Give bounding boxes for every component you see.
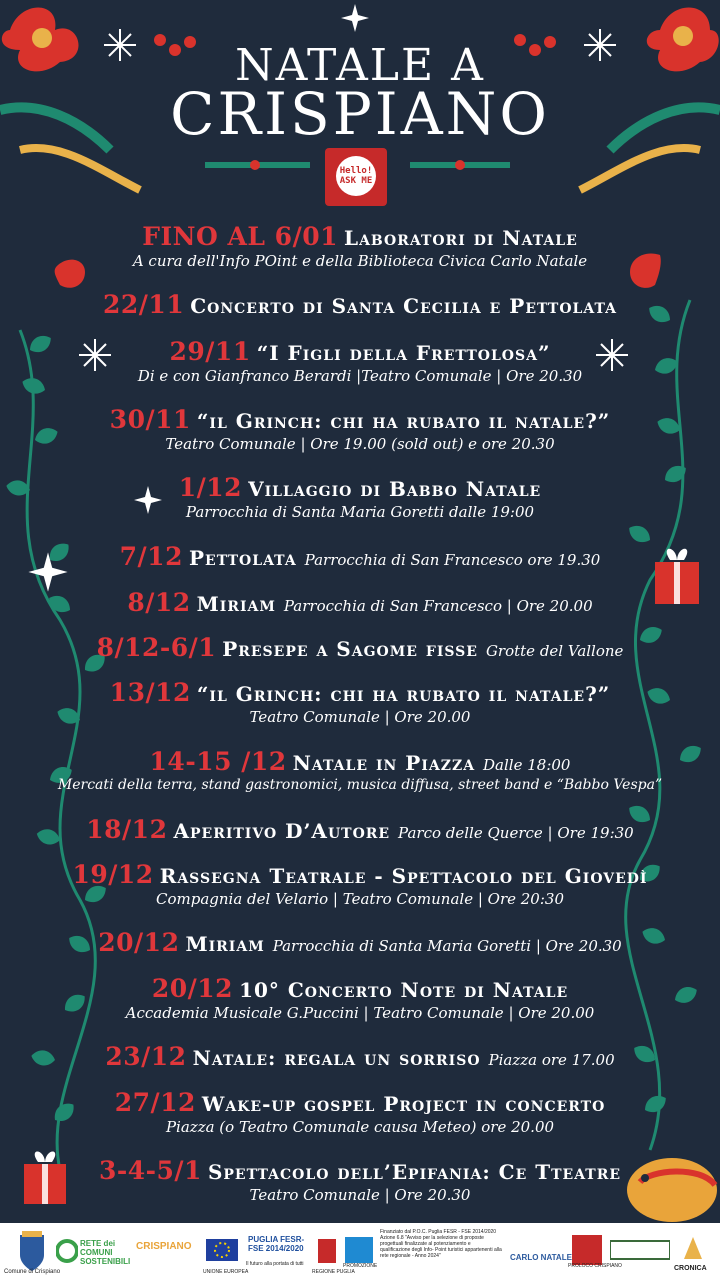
event-date: 8/12-6/1 — [96, 633, 217, 662]
event-date: 1/12 — [178, 473, 243, 502]
event-title: Wake-up gospel Project in concerto — [201, 1092, 606, 1116]
event-title: Natale: regala un sorriso — [192, 1046, 481, 1070]
event-date: 7/12 — [119, 542, 183, 571]
infopoint-badge — [325, 148, 387, 206]
event-item — [20, 678, 700, 726]
event-detail: Teatro Comunale | Ore 20.30 — [249, 1186, 471, 1204]
event-item — [20, 473, 700, 521]
event-detail: Compagnia del Velario | Teatro Comunale | Ore 20:30 — [155, 890, 564, 908]
event-item — [20, 542, 700, 571]
event-detail: A cura dell'Info POint e della Biblioteca Civica Carlo Natale — [132, 252, 588, 270]
biblioteca-logo-text: CARLO NATALE — [510, 1253, 572, 1262]
regione-puglia-icon — [316, 1229, 338, 1273]
hello-ask-me-icon: Hello! ASK ME — [336, 156, 376, 196]
event-date: 20/12 — [151, 974, 234, 1003]
sponsor-footer — [0, 1223, 720, 1280]
eu-label: UNIONE EUROPEA — [203, 1269, 249, 1275]
event-detail: Mercati della terra, stand gastronomici, musica diffusa, street band e “Babbo Vespa” — [57, 777, 663, 793]
proloco-label: PROLOCO CRISPIANO — [568, 1263, 622, 1269]
event-title: “I Figli della Frettolosa” — [256, 341, 551, 365]
event-title: Pettolata — [188, 546, 297, 570]
event-date: 29/11 — [169, 337, 251, 366]
event-date: 30/11 — [109, 405, 191, 434]
event-inline-detail: Grotte del Vallone — [485, 642, 624, 660]
puglia-tagline: Il futuro alla portata di tutti — [246, 1261, 304, 1267]
event-detail: Parrocchia di Santa Maria Goretti dalle 19:00 — [185, 503, 535, 521]
event-inline-detail: Parrocchia di San Francesco | Ore 20.00 — [283, 597, 593, 615]
promozione-label: PROMOZIONE — [343, 1263, 378, 1269]
event-date: 23/12 — [105, 1042, 187, 1071]
event-inline-detail: Parrocchia di San Francesco ore 19.30 — [304, 551, 601, 569]
event-item — [20, 337, 700, 385]
event-item — [20, 405, 700, 453]
event-item — [20, 290, 700, 319]
event-inline-detail: Parrocchia di Santa Maria Goretti | Ore 20.30 — [272, 937, 622, 955]
star-icon — [341, 4, 369, 32]
cronica-label: CRONICA — [674, 1265, 707, 1272]
title-line-2: CRISPIANO — [170, 80, 550, 148]
puglia-logo-text: PUGLIA FESR-FSE 2014/2020 — [248, 1235, 305, 1253]
event-title: Concerto di Santa Cecilia e Pettolata — [190, 294, 617, 318]
event-date: 20/12 — [98, 928, 180, 957]
event-title: Villaggio di Babbo Natale — [248, 477, 542, 501]
event-title: Laboratori di Natale — [344, 226, 578, 250]
event-item — [20, 1042, 700, 1071]
event-detail: Accademia Musicale G.Puccini | Teatro Comunale | Ore 20.00 — [125, 1004, 595, 1022]
regione-label: REGIONE PUGLIA — [312, 1269, 355, 1275]
event-item — [20, 1156, 700, 1204]
event-date: 14-15 /12 — [149, 747, 287, 776]
event-title: “il Grinch: chi ha rubato il natale?” — [196, 409, 611, 433]
schh-logo-icon — [610, 1229, 670, 1273]
event-detail: Teatro Comunale | Ore 19.00 (sold out) e ore 20.30 — [165, 435, 555, 453]
event-item — [20, 860, 700, 908]
event-date: 19/12 — [72, 860, 154, 889]
event-date: 18/12 — [86, 815, 168, 844]
event-date: FINO AL 6/01 — [142, 222, 338, 251]
title-line-1: NATALE A — [235, 40, 485, 91]
event-title: Miriam — [196, 592, 276, 616]
event-date: 3-4-5/1 — [98, 1156, 202, 1185]
event-date: 22/11 — [103, 290, 185, 319]
event-title: Spettacolo dell’Epifania: Ce Tteatre — [207, 1160, 622, 1184]
event-title: Rassegna Teatrale - Spettacolo del Giovedì — [159, 864, 648, 888]
crispiano-logo-text: CRISPIANO — [136, 1241, 192, 1252]
event-date: 8/12 — [127, 588, 191, 617]
event-item — [20, 974, 700, 1022]
event-item — [20, 588, 700, 617]
event-detail: Teatro Comunale | Ore 20.00 — [249, 708, 471, 726]
event-item — [20, 633, 700, 662]
event-item — [20, 815, 700, 844]
event-detail: Di e con Gianfranco Berardi |Teatro Comunale | Ore 20.30 — [137, 367, 583, 385]
event-item — [20, 747, 700, 793]
comune-crest-icon — [14, 1229, 50, 1273]
funding-notice: Finanziato dal P.O.C. Puglia FESR - FSE 2014/2020 Azione 6.8 "Avviso per la selezione di proposte progettuali finalizzate al potenziamento e qualificazione degli Info- Point turistici appartenenti alla rete regionale - Anno 2024" — [380, 1229, 502, 1259]
rete-comuni-label: RETE dei COMUNI SOSTENIBILI — [80, 1239, 131, 1266]
event-inline-detail: Piazza ore 17.00 — [488, 1051, 615, 1069]
event-item — [20, 1088, 700, 1136]
comune-label: Comune di Crispiano — [4, 1269, 61, 1275]
event-title: Presepe a Sagome fisse — [222, 637, 478, 661]
event-title: Aperitivo D’Autore — [173, 819, 391, 843]
event-item — [20, 928, 700, 957]
event-title: Miriam — [185, 932, 265, 956]
event-title: Natale in Piazza — [292, 751, 476, 775]
event-date: 27/12 — [114, 1088, 196, 1117]
event-inline-detail: Parco delle Querce | Ore 19:30 — [398, 824, 634, 842]
event-title: 10° Concerto Note di Natale — [239, 978, 569, 1002]
event-date: 13/12 — [109, 678, 191, 707]
event-item — [20, 222, 700, 270]
eu-flag-icon — [206, 1229, 238, 1273]
event-detail: Piazza (o Teatro Comunale causa Meteo) ore 20.00 — [165, 1118, 555, 1136]
rete-comuni-icon — [56, 1229, 78, 1273]
event-inline-detail: Dalle 18:00 — [483, 756, 571, 774]
event-title: “il Grinch: chi ha rubato il natale?” — [196, 682, 611, 706]
